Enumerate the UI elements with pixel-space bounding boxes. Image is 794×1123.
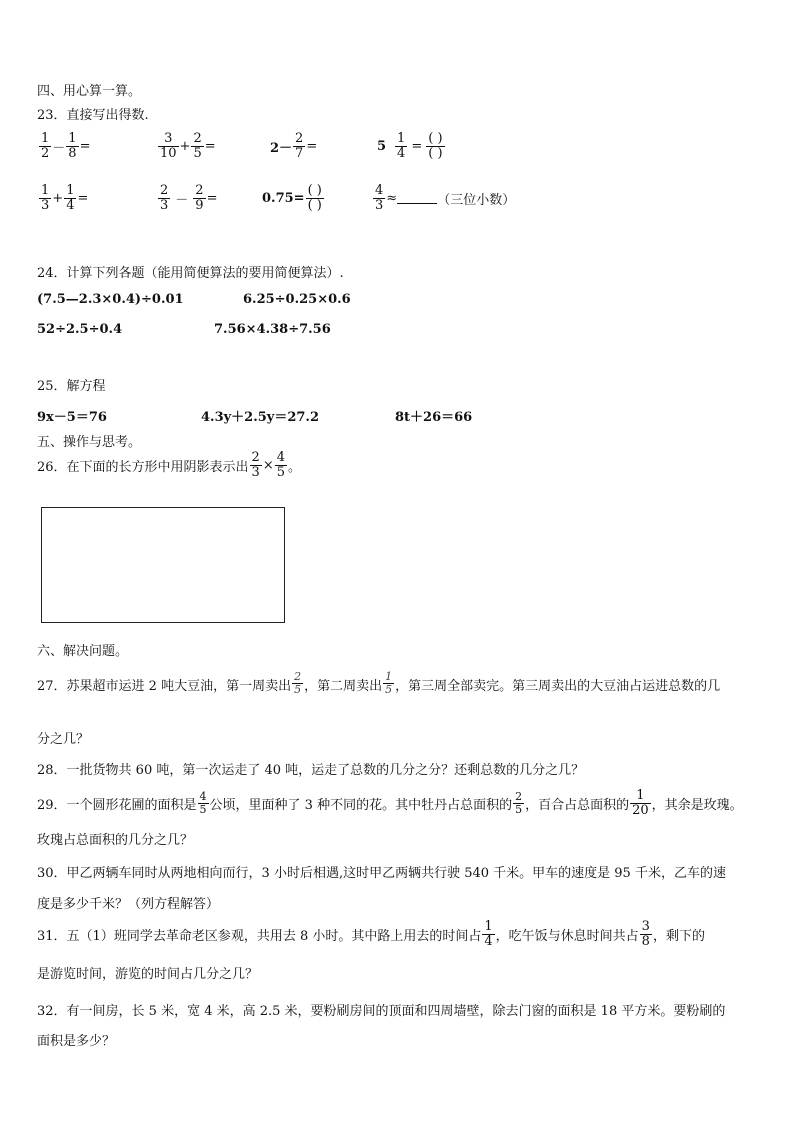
- denominator: 5: [193, 146, 202, 161]
- equals: =: [204, 139, 216, 154]
- q23-r1-item4: [377, 132, 446, 161]
- q29-text-3: ，百合占总面积的: [525, 798, 630, 813]
- numerator: 4: [375, 183, 384, 198]
- denominator: 8: [68, 146, 77, 161]
- answer-denominator-blank: ( ): [428, 146, 443, 161]
- q25-item1: 9x－5＝76: [37, 410, 107, 425]
- denominator: 4: [66, 198, 75, 213]
- q23-r1-item2: [157, 132, 216, 161]
- q27-line1: [37, 671, 720, 696]
- q28-text: 28．一批货物共 60 吨，第一次运走了 40 吨，运走了总数的几分之分？还剩总数的几分之几？: [37, 763, 585, 778]
- q27-line2: 分之几？: [37, 732, 90, 747]
- denominator: 5: [515, 803, 523, 816]
- denominator: 20: [632, 803, 649, 818]
- denominator: 5: [276, 465, 286, 480]
- q29-line1: [37, 789, 743, 818]
- q23-r1-item1: [38, 132, 90, 161]
- numerator: 4: [199, 790, 207, 803]
- section6-title: 六、解决问题。: [37, 644, 129, 659]
- equals: =: [206, 191, 218, 206]
- q25-item3: 8t＋26＝66: [395, 410, 473, 425]
- denominator: 3: [251, 465, 260, 480]
- section4-title: 四、用心算一算。: [37, 84, 142, 99]
- numerator: 1: [41, 183, 50, 198]
- operator: －: [175, 193, 189, 208]
- numerator: 1: [484, 919, 493, 934]
- q29-text-2: 公顷，里面种了 3 种不同的花。其中牡丹占总面积的: [209, 798, 513, 813]
- note: （三位小数）: [437, 193, 516, 208]
- q31-text-3: ，剩下的: [652, 929, 705, 944]
- section5-title: 五、操作与思考。: [37, 435, 142, 450]
- operator: +: [52, 191, 64, 206]
- denominator: 3: [375, 198, 384, 213]
- numerator: 2: [295, 131, 304, 146]
- q24-stem: 24．计算下列各题（能用简便算法的要用简便算法）.: [37, 266, 344, 281]
- answer-numerator-blank: ( ): [307, 183, 322, 198]
- numerator: 1: [385, 670, 393, 683]
- equals: =: [79, 139, 91, 154]
- q27-text-3: ，第三周全部卖完。第三周卖出的大豆油占运进总数的几: [395, 679, 721, 694]
- denominator: 7: [295, 146, 304, 161]
- whole-part: 2－: [270, 141, 293, 156]
- denominator: 10: [160, 146, 177, 161]
- q23-stem: 23．直接写出得数.: [37, 108, 149, 123]
- equals: =: [411, 139, 423, 154]
- denominator: 4: [484, 934, 493, 949]
- q27-text-1: 27．苏果超市运进 2 吨大豆油，第一周卖出: [37, 679, 292, 694]
- denominator: 4: [397, 146, 406, 161]
- numerator: 2: [294, 670, 302, 683]
- q24-item2: 6.25÷0.25×0.6: [243, 292, 351, 307]
- q31-text-2: ，吃午饭与休息时间共占: [495, 929, 639, 944]
- q27-text-2: ，第二周卖出: [304, 679, 383, 694]
- equals: =: [306, 139, 318, 154]
- approx-sign: ≈: [386, 191, 398, 206]
- denominator: 2: [41, 146, 50, 161]
- denominator: 9: [195, 198, 204, 213]
- q29-text-1: 29．一个圆形花圃的面积是: [37, 798, 197, 813]
- denominator: 5: [294, 683, 302, 696]
- numerator: 3: [158, 132, 179, 147]
- denominator: 3: [41, 198, 50, 213]
- answer-denominator-blank: ( ): [307, 198, 322, 213]
- q23-r2-item1: [38, 184, 88, 213]
- operator: －: [52, 141, 66, 156]
- numerator: 1: [66, 183, 75, 198]
- q24-item1: (7.5—2.3×0.4)÷0.01: [37, 292, 184, 307]
- whole-part: 5: [377, 139, 387, 154]
- numerator: 2: [195, 183, 204, 198]
- numerator: 2: [193, 131, 202, 146]
- q32-line1: 32．有一间房，长 5 米，宽 4 米，高 2.5 米，要粉刷房间的顶面和四周墙壁，除去门窗的面积是 18 平方米。要粉刷的: [37, 1004, 726, 1019]
- denominator: 3: [160, 198, 169, 213]
- numerator: 1: [630, 789, 651, 804]
- decimal-part: 0.75=: [262, 191, 305, 206]
- numerator: 3: [641, 919, 650, 934]
- q23-r2-item4: [372, 184, 515, 213]
- q31-line2: 是游览时间，游览的时间占几分之几？: [37, 967, 259, 982]
- answer-blank: [397, 193, 437, 204]
- numerator: 1: [41, 131, 50, 146]
- q26-stem: [37, 451, 301, 480]
- q24-item4: 7.56×4.38÷7.56: [214, 322, 331, 337]
- q29-text-4: ，其余是玫瑰。: [651, 798, 743, 813]
- denominator: 8: [641, 934, 650, 949]
- numerator: 2: [515, 790, 523, 803]
- answer-numerator-blank: ( ): [428, 131, 443, 146]
- operator: +: [179, 139, 191, 154]
- q24-item3: 52÷2.5÷0.4: [37, 322, 123, 337]
- numerator: 2: [160, 183, 169, 198]
- equals: =: [77, 191, 89, 206]
- q31-line1: [37, 920, 705, 949]
- q29-line2: 玫瑰占总面积的几分之几？: [37, 833, 194, 848]
- q25-item2: 4.3y＋2.5y＝27.2: [201, 410, 320, 425]
- numerator: 1: [397, 131, 406, 146]
- q30-line1: 30．甲乙两辆车同时从两地相向而行，3 小时后相遇,这时甲乙两辆共行驶 540 千米。甲车的速度是 95 千米，乙车的速: [37, 866, 726, 881]
- numerator: 1: [68, 131, 77, 146]
- q23-r1-item3: [270, 132, 317, 161]
- q23-r2-item3: [262, 184, 325, 213]
- q32-line2: 面积是多少？: [37, 1034, 116, 1049]
- shading-rectangle: [41, 507, 285, 623]
- q26-text: 26．在下面的长方形中用阴影表示出: [37, 460, 249, 475]
- denominator: 5: [199, 803, 207, 816]
- operator: ×: [262, 458, 274, 473]
- denominator: 5: [385, 683, 393, 696]
- q31-text-1: 31．五（1）班同学去革命老区参观，共用去 8 小时。其中路上用去的时间占: [37, 929, 482, 944]
- q23-r2-item2: [157, 184, 217, 213]
- numerator: 4: [276, 450, 286, 465]
- period: 。: [288, 460, 302, 475]
- numerator: 2: [251, 450, 260, 465]
- q25-stem: 25．解方程: [37, 379, 106, 394]
- q30-line2: 度是多少千米？（列方程解答）: [37, 897, 220, 912]
